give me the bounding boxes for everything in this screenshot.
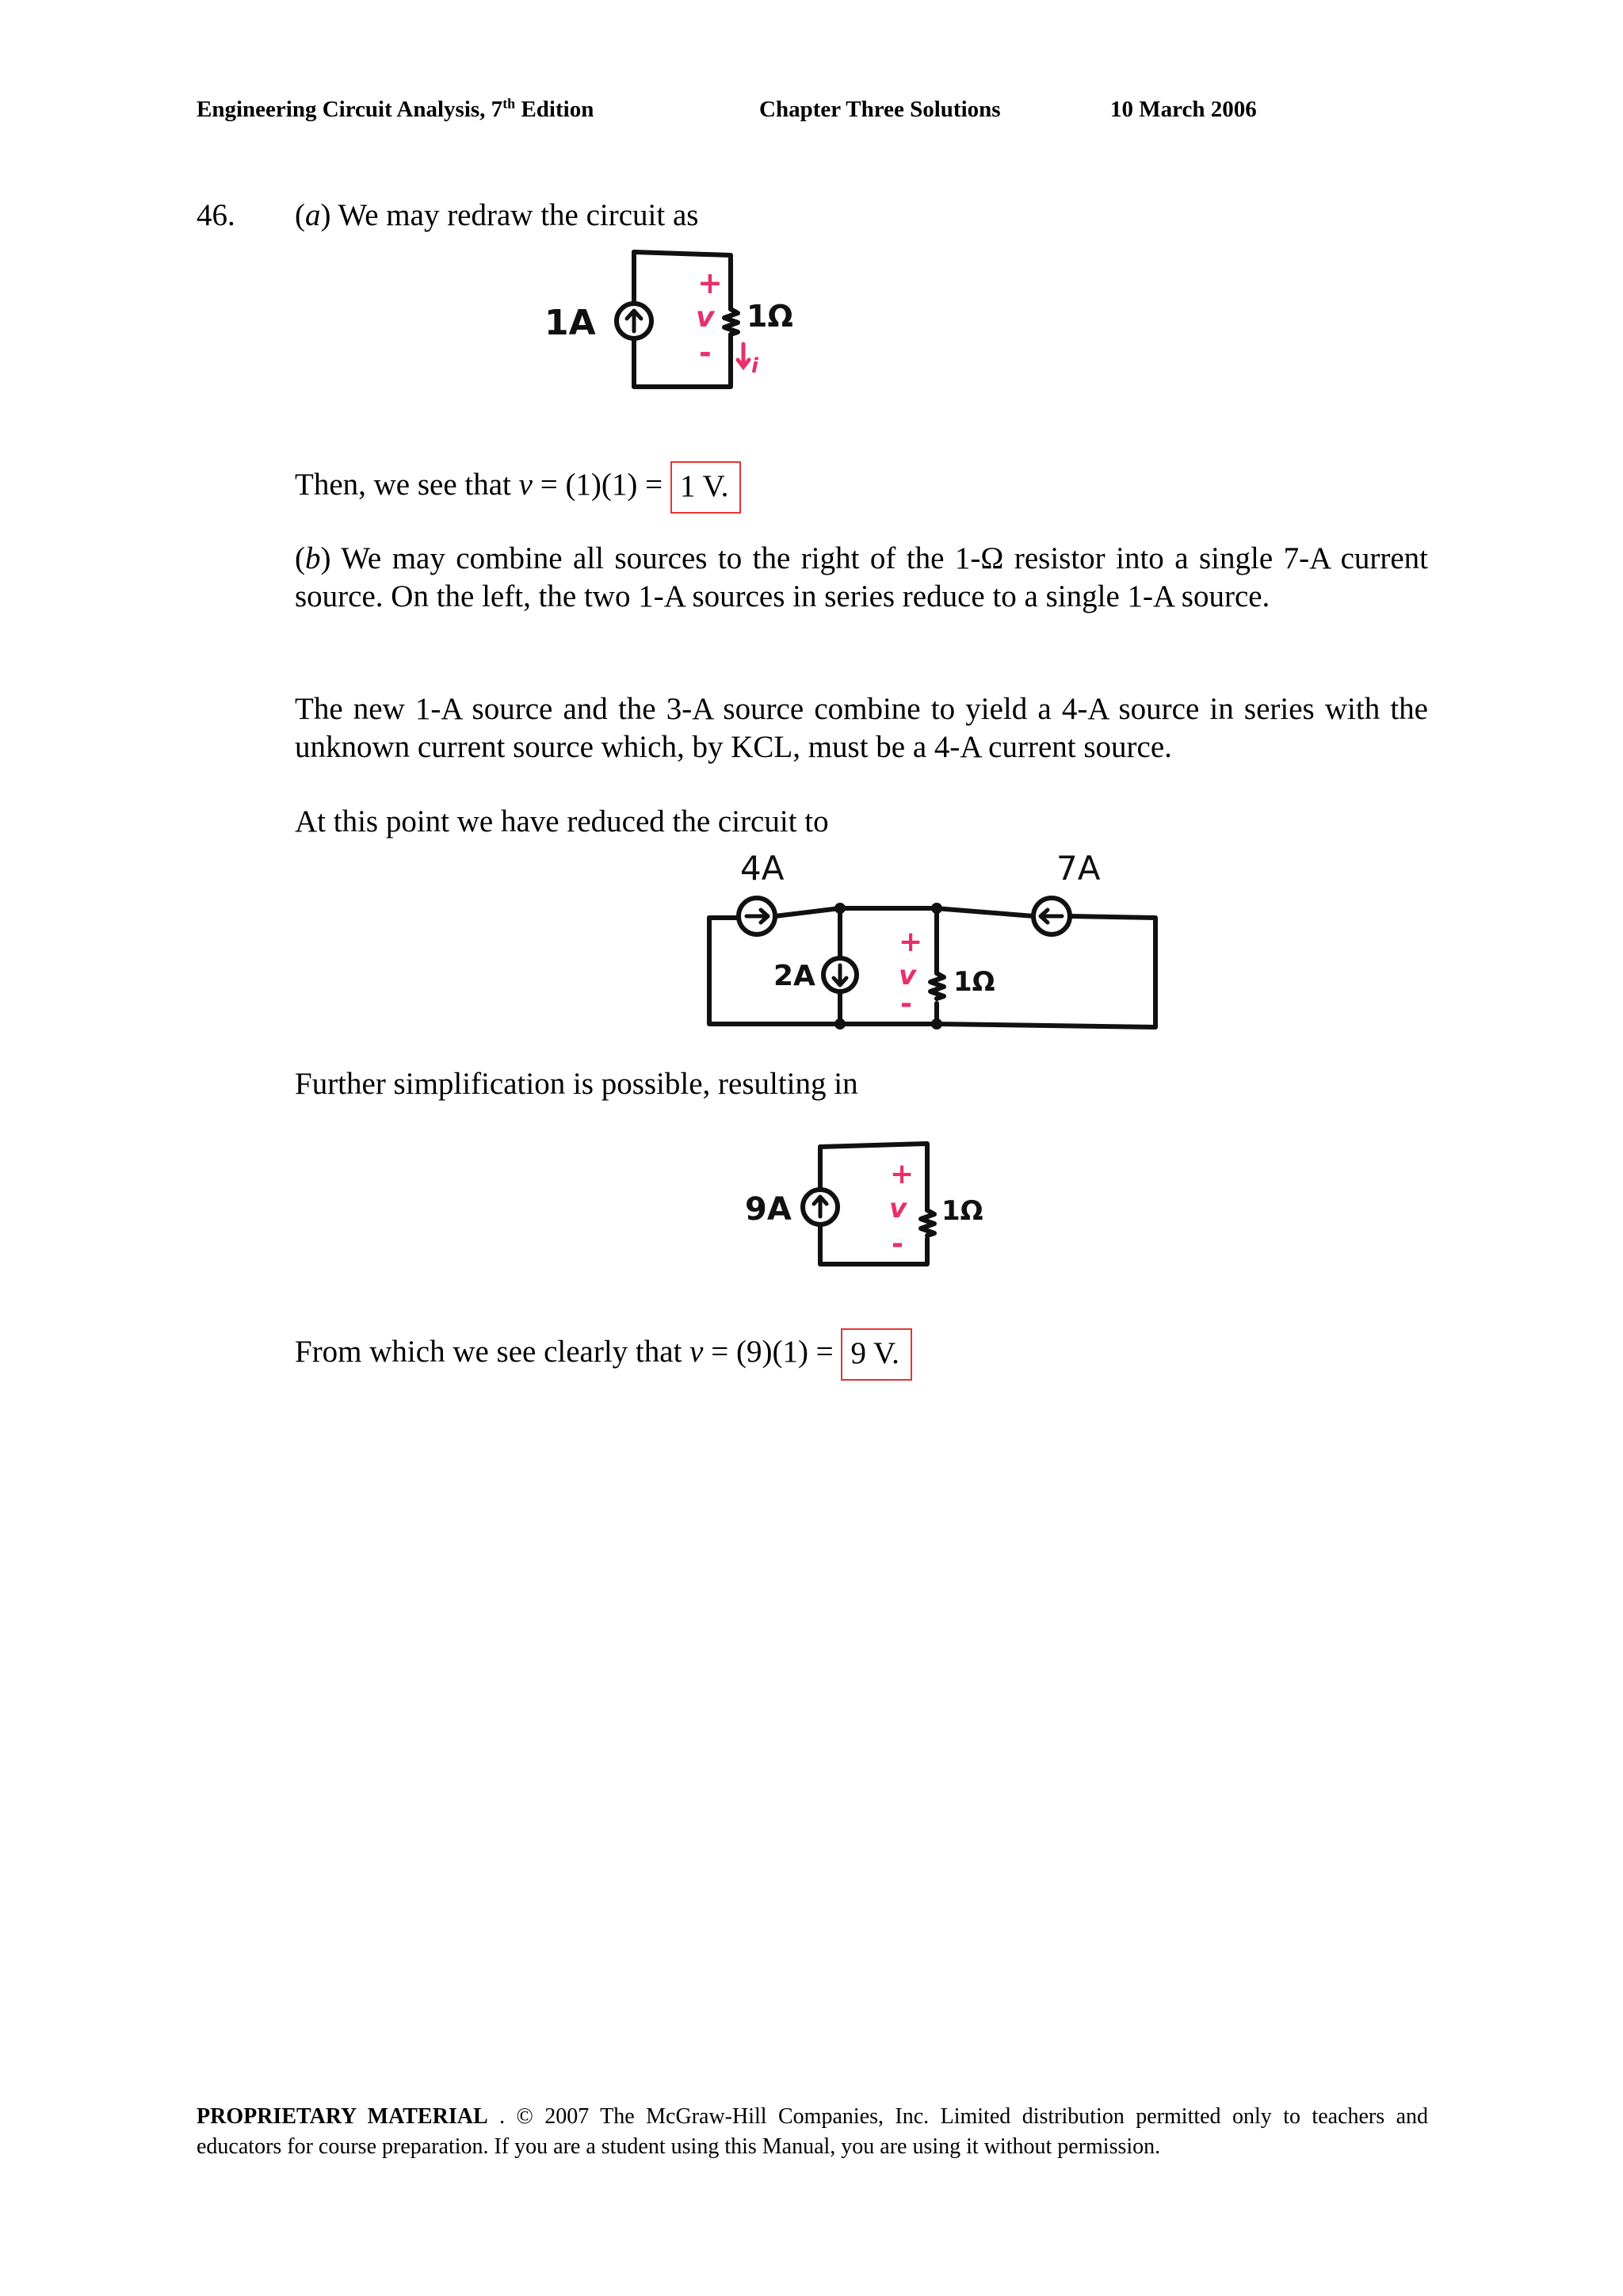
label-4a: 4A: [740, 849, 785, 888]
footer-proprietary: PROPRIETARY MATERIAL: [197, 2104, 488, 2129]
header-book-title: Engineering Circuit Analysis, 7th Edition: [197, 95, 594, 122]
part-a-intro: (a) We may redraw the circuit as: [295, 198, 699, 232]
circuit-diagram-b: [689, 840, 1173, 1046]
plus-sign-c: +: [890, 1158, 915, 1190]
answer-box-a: 1 V.: [670, 461, 741, 514]
page-footer: [197, 2102, 1428, 2162]
source-label-9a: 9A: [745, 1191, 792, 1228]
label-7a: 7A: [1056, 849, 1101, 888]
circuit-diagram-c: [737, 1137, 999, 1276]
header-chapter: Chapter Three Solutions: [759, 97, 1001, 122]
part-b-paragraph-4: Further simplification is possible, resulting in: [295, 1067, 858, 1101]
resistor-label-b: 1Ω: [953, 966, 995, 998]
problem-number: 46.: [197, 198, 235, 232]
part-b-paragraph-1: (b) We may combine all sources to the right of the 1-Ω resistor into a single 7-A current source. On the left, the two 1-A sources in series reduce to a single 1-A source.: [295, 541, 1428, 613]
circuit-diagram-a: [523, 246, 824, 396]
source-label-1a: 1A: [544, 303, 596, 343]
plus-sign: +: [697, 266, 723, 300]
resistor-label-c: 1Ω: [941, 1195, 983, 1227]
voltage-label-c: v: [889, 1193, 907, 1224]
page-header: [197, 97, 1433, 128]
part-b-paragraph-2: The new 1-A source and the 3-A source combine to yield a 4-A source in series with the unknown current source which, by KCL, must be a 4-A current source.: [295, 692, 1428, 764]
header-date: 10 March 2006: [1110, 97, 1257, 122]
minus-sign: -: [699, 335, 712, 370]
part-b-result: From which we see clearly that v = (9)(1) = 9 V.: [295, 1328, 912, 1381]
part-a-result: Then, we see that v = (1)(1) = 1 V.: [295, 461, 741, 514]
minus-sign-b: -: [900, 988, 912, 1020]
footer-text: . © 2007 The McGraw-Hill Companies, Inc. Limited distribution permitted only to teachers and educators for course preparation. If you are a student using this Manual, you are using it without permission.: [197, 2104, 1429, 2159]
voltage-label: v: [696, 301, 715, 334]
label-2a: 2A: [773, 960, 815, 992]
answer-box-b: 9 V.: [841, 1328, 911, 1381]
current-label: i: [751, 354, 758, 378]
minus-sign-c: -: [892, 1228, 903, 1260]
current-arrow: [738, 344, 749, 367]
plus-sign-b: +: [899, 926, 923, 958]
part-b-paragraph-3: At this point we have reduced the circuit to: [295, 804, 829, 839]
resistor-label: 1Ω: [747, 299, 793, 334]
voltage-label-b: v: [899, 960, 917, 991]
edition-superscript: th: [502, 95, 516, 112]
